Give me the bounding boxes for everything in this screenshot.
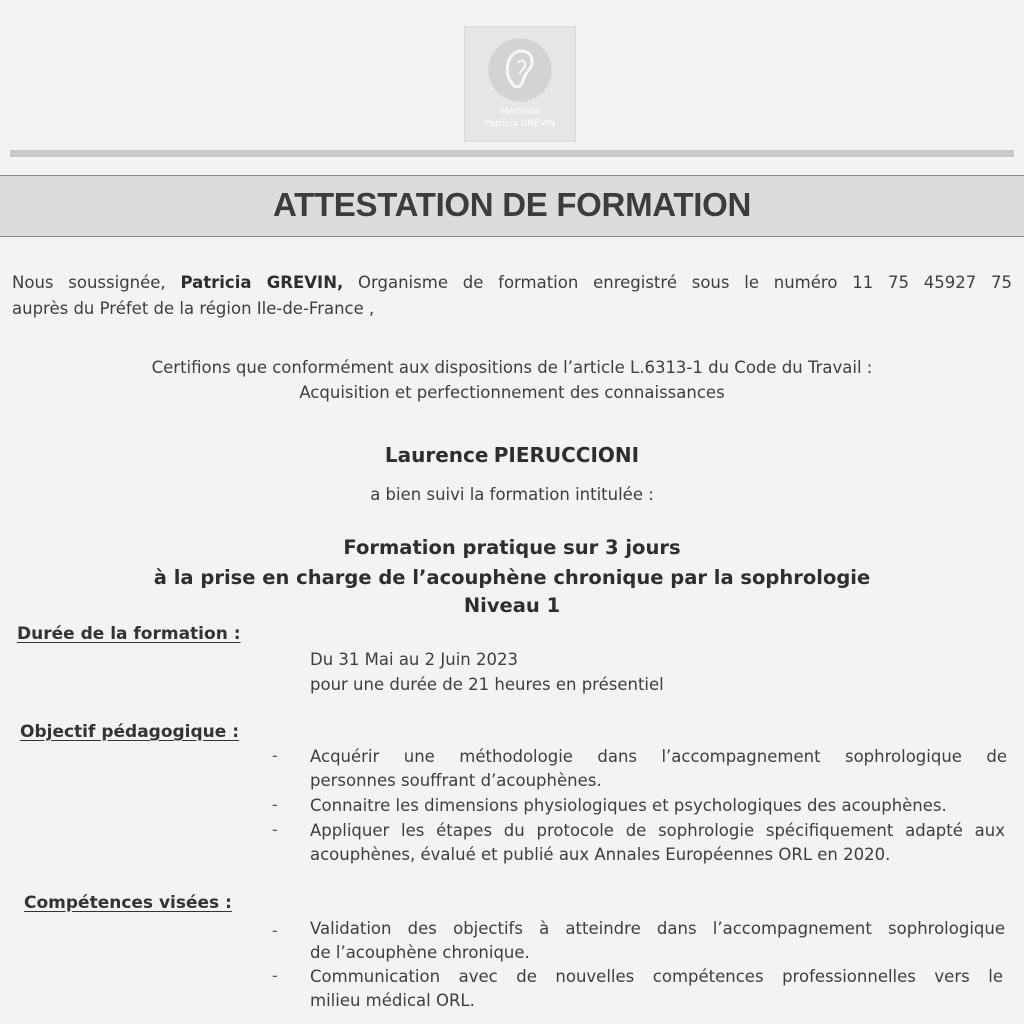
intro-line-2: auprès du Préfet de la région Ile-de-France ,: [12, 299, 375, 318]
objective-1-line-1: Acquérir une méthodologie dans l’accompagnement sophrologique de: [310, 747, 1007, 766]
intro-suffix: Organisme de formation enregistré sous le numéro 11 75 45927 75: [343, 273, 1012, 292]
objectives-heading: Objectif pédagogique :: [20, 722, 240, 742]
duration-hours: pour une durée de 21 heures en présentiel: [310, 675, 664, 694]
method-logo: [464, 26, 576, 142]
document-title: ATTESTATION DE FORMATION: [273, 186, 751, 223]
intro-prefix: Nous soussignée,: [12, 273, 181, 292]
skill-2-line-1: Communication avec de nouvelles compétences professionnelles vers le: [310, 967, 1003, 986]
logo-line-1: Méthode: [500, 107, 540, 117]
formation-level: Niveau 1: [463, 594, 561, 617]
objective-3-line-2: acouphènes, évalué et publié aux Annales Européennes ORL en 2020.: [310, 845, 891, 864]
followed-text: a bien suivi la formation intitulée :: [370, 485, 654, 504]
ear-icon: [480, 35, 560, 105]
formation-title-line-2: à la prise en charge de l’acouphène chronique par la sophrologie: [153, 566, 871, 589]
skill-bullet-2: -: [272, 966, 278, 985]
trainee-name: [0, 443, 1024, 469]
objective-bullet-3: -: [272, 820, 278, 839]
duration-heading: Durée de la formation :: [17, 624, 241, 644]
logo-line-2: Patricia GREVIN: [484, 119, 556, 129]
certify-line-2: Acquisition et perfectionnement des connaissances: [299, 383, 725, 402]
skills-heading: Compétences visées :: [24, 893, 232, 913]
header-divider: [10, 150, 1014, 157]
trainee-last-name: PIERUCCIONI: [493, 443, 640, 467]
trainee-first-name: Laurence: [384, 443, 489, 467]
skill-2-line-2: milieu médical ORL.: [310, 991, 475, 1010]
objective-3-line-1: Appliquer les étapes du protocole de sophrologie spécifiquement adapté aux: [310, 821, 1005, 840]
objective-bullet-1: -: [272, 746, 278, 765]
organizer-name: Patricia GREVIN,: [180, 273, 344, 292]
objective-2: Connaitre les dimensions physiologiques et psychologiques des acouphènes.: [310, 796, 947, 815]
duration-dates: Du 31 Mai au 2 Juin 2023: [310, 650, 518, 669]
formation-title-line-1: Formation pratique sur 3 jours: [343, 536, 681, 559]
objective-1-line-2: personnes souffrant d’acouphènes.: [310, 771, 602, 790]
skill-bullet-1: -: [272, 921, 278, 940]
skill-1-line-2: de l’acouphène chronique.: [310, 943, 530, 962]
skill-1-line-1: Validation des objectifs à atteindre dans l’accompagnement sophrologique: [310, 919, 1005, 938]
certify-line-1: Certifions que conformément aux dispositions de l’article L.6313-1 du Code du Travail :: [151, 358, 873, 377]
objective-bullet-2: -: [272, 795, 278, 814]
intro-line-1: [12, 271, 1012, 295]
